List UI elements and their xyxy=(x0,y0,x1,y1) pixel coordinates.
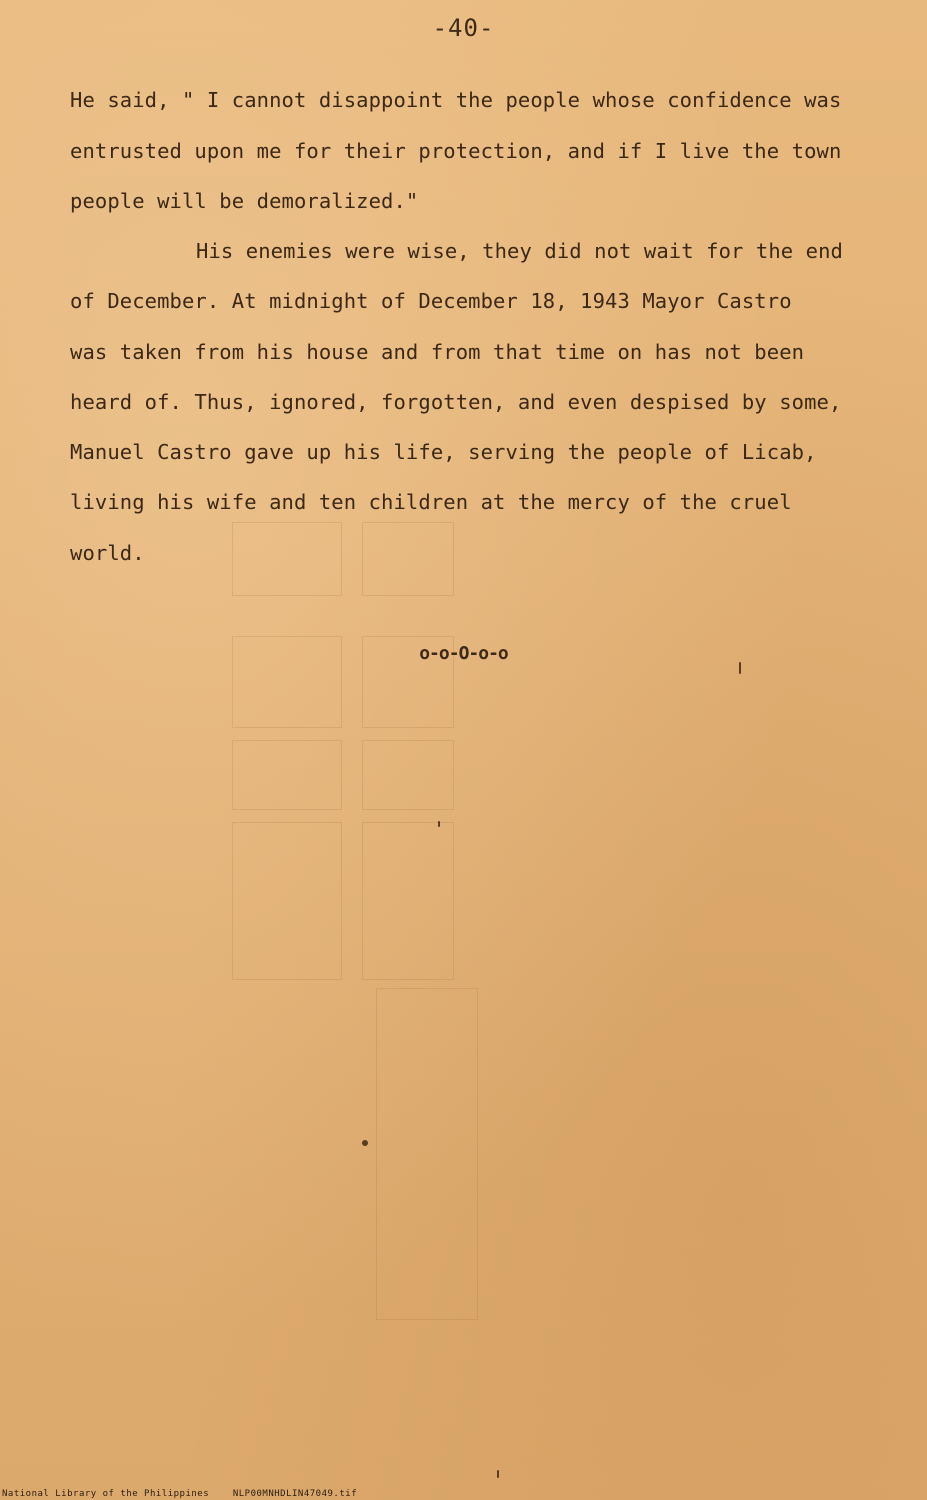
body-line-7: heard of. Thus, ignored, forgotten, and even despised by some, xyxy=(70,390,842,414)
body-line-5: of December. At midnight of December 18, 1943 Mayor Castro xyxy=(70,289,792,313)
body-line-9: living his wife and ten children at the mercy of the cruel xyxy=(70,490,792,514)
body-line-10: world. xyxy=(70,541,145,565)
page-number: -40- xyxy=(432,14,495,42)
body-line-3: people will be demoralized." xyxy=(70,189,419,213)
ink-speck xyxy=(739,662,741,674)
body-line-4: His enemies were wise, they did not wait for the end xyxy=(196,239,843,263)
ink-speck xyxy=(362,1140,368,1146)
ink-speck xyxy=(497,1470,499,1478)
section-divider: o-o-O-o-o xyxy=(419,643,508,664)
body-line-1: He said, " I cannot disappoint the people whose confidence was xyxy=(70,88,842,112)
body-line-2: entrusted upon me for their protection, and if I live the town xyxy=(70,139,842,163)
archive-footer: National Library of the Philippines NLP00MNHDLIN47049.tif xyxy=(2,1489,358,1499)
body-line-6: was taken from his house and from that time on has not been xyxy=(70,340,805,364)
body-line-8: Manuel Castro gave up his life, serving the people of Licab, xyxy=(70,440,817,464)
ink-speck xyxy=(438,821,440,827)
